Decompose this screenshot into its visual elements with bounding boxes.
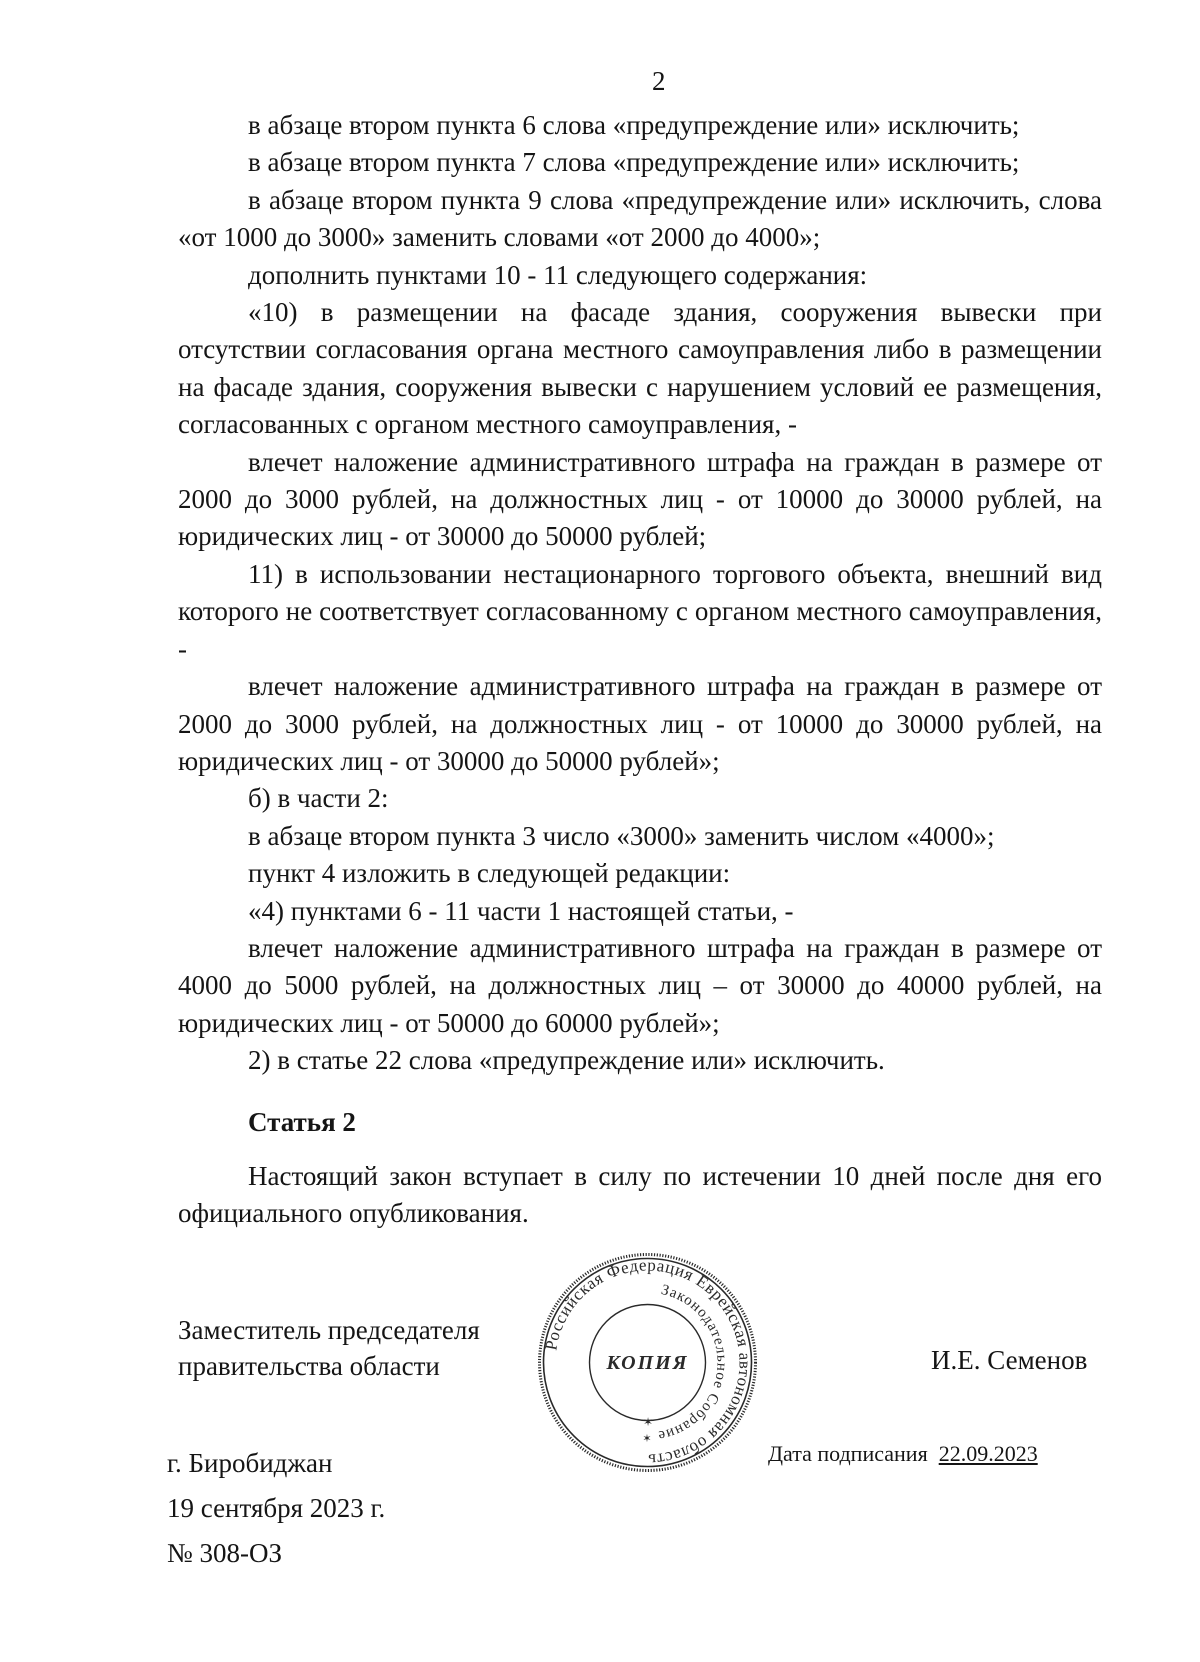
signing-date <box>768 1441 1038 1467</box>
paragraph: в абзаце втором пункта 9 слова «предупреждение или» исключить, слова «от 1000 до 3000» заменить словами «от 2000 до 4000»; <box>178 184 1102 253</box>
paragraph: 11) в использовании нестационарного торгового объекта, внешний вид которого не соответствует согласованному с органом местного самоуправления, - <box>178 558 1102 664</box>
signer-position-line: правительства области <box>178 1351 440 1381</box>
paragraph: «4) пунктами 6 - 11 части 1 настоящей статьи, - <box>248 895 794 926</box>
law-number: № 308-ОЗ <box>167 1538 283 1568</box>
signer-name: И.Е. Семенов <box>931 1345 1088 1375</box>
article-2-text: Настоящий закон вступает в силу по истечении 10 дней после дня его официального опубликования. <box>178 1161 1102 1229</box>
place-date-number <box>167 1441 385 1576</box>
stamp-center-text: КОПИЯ <box>606 1352 689 1374</box>
paragraph: в абзаце втором пункта 6 слова «предупреждение или» исключить; <box>248 110 1020 140</box>
stamp-inner-text: Законодательное Собрание <box>656 1281 730 1444</box>
signing-date-value: 22.09.2023 <box>938 1441 1038 1466</box>
city: г. Биробиджан <box>167 1448 333 1478</box>
paragraph: влечет наложение административного штрафа на граждан в размере от 2000 до 3000 рублей, на должностных лиц - от 10000 до 30000 рублей, на юридических лиц - от 30000 до 50000 рублей; <box>178 446 1102 552</box>
stamp-star-icon: ✶ <box>642 1432 652 1445</box>
paragraph: влечет наложение административного штрафа на граждан в размере от 4000 до 5000 рублей, на должностных лиц – от 30000 до 40000 рублей, на юридических лиц - от 50000 до 60000 рублей»; <box>178 932 1102 1038</box>
page-number: 2 <box>652 66 666 96</box>
article-1-continuation <box>178 107 1102 1080</box>
paragraph: влечет наложение административного штрафа на граждан в размере от 2000 до 3000 рублей, на должностных лиц - от 10000 до 30000 рублей, на юридических лиц - от 30000 до 50000 рублей»; <box>178 671 1102 776</box>
article-2-heading: Статья 2 <box>248 1107 356 1137</box>
stamp-star-icon: ✶ <box>642 1415 654 1429</box>
paragraph: дополнить пунктами 10 - 11 следующего содержания: <box>248 259 868 290</box>
signer-position-line: Заместитель председателя <box>178 1315 480 1345</box>
signer-position <box>178 1312 480 1384</box>
signing-date-label: Дата подписания <box>768 1441 928 1466</box>
paragraph: «10) в размещении на фасаде здания, сооружения вывески при отсутствии согласования органа местного самоуправления либо в размещении на фасаде здания, сооружения вывески с нарушением условий ее размещения, согласованных с органом местного самоуправления, - <box>178 297 1102 440</box>
paragraph: 2) в статье 22 слова «предупреждение или» исключить. <box>248 1045 885 1076</box>
law-date: 19 сентября 2023 г. <box>167 1493 386 1523</box>
stamp-outer-text: Российская Федерация Еврейская автономная область <box>541 1255 755 1470</box>
paragraph: б) в части 2: <box>248 783 389 814</box>
seal-graphic <box>535 1250 760 1475</box>
paragraph: в абзаце втором пункта 7 слова «предупреждение или» исключить; <box>248 147 1020 178</box>
official-seal-stamp <box>535 1250 760 1475</box>
paragraph: в абзаце втором пункта 3 число «3000» заменить числом «4000»; <box>248 820 995 851</box>
paragraph: пункт 4 изложить в следующей редакции: <box>248 858 731 889</box>
